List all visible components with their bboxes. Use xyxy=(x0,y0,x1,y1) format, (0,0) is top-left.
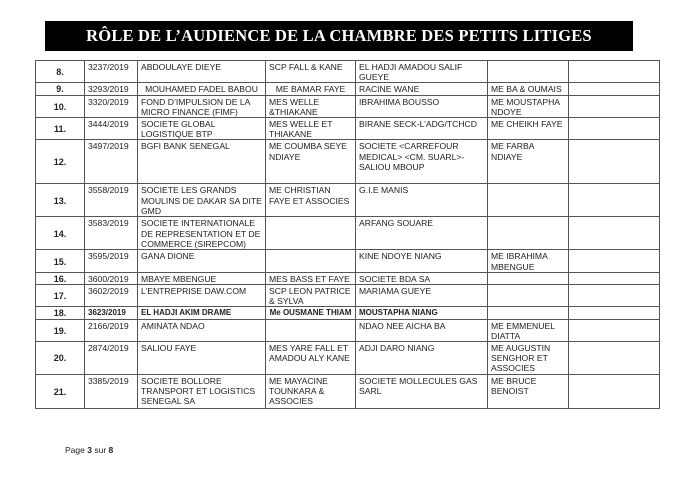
plaintiff-counsel-cell: MES WELLE &THIAKANE xyxy=(266,95,356,117)
case-number-cell: 3558/2019 xyxy=(85,184,138,217)
plaintiff-counsel-cell: MES WELLE ET THIAKANE xyxy=(266,118,356,140)
plaintiff-counsel-cell xyxy=(266,319,356,341)
plaintiff-cell: SOCIETE BOLLORE TRANSPORT ET LOGISTICS SENEGAL SA xyxy=(138,375,266,409)
plaintiff-cell: FOND D’IMPULSION DE LA MICRO FINANCE (FIMF) xyxy=(138,95,266,117)
defendant-cell: NDAO NEE AICHA BA xyxy=(356,319,488,341)
empty-cell xyxy=(569,118,660,140)
defendant-cell: MARIAMA GUEYE xyxy=(356,285,488,307)
table-row xyxy=(36,61,660,83)
case-number-cell: 3600/2019 xyxy=(85,272,138,284)
plaintiff-cell: BGFI BANK SENEGAL xyxy=(138,140,266,184)
empty-cell xyxy=(569,184,660,217)
empty-cell xyxy=(569,61,660,83)
plaintiff-counsel-cell xyxy=(266,250,356,272)
row-number-cell: 13. xyxy=(36,184,85,217)
defendant-cell: SOCIETE MOLLECULES GAS SARL xyxy=(356,375,488,409)
case-number-cell: 3237/2019 xyxy=(85,61,138,83)
defendant-counsel-cell: ME MOUSTAPHA NDOYE xyxy=(488,95,569,117)
defendant-cell: G.I.E MANIS xyxy=(356,184,488,217)
table-row xyxy=(36,307,660,319)
case-number-cell: 3583/2019 xyxy=(85,217,138,250)
plaintiff-counsel-cell: ME BAMAR FAYE xyxy=(266,83,356,95)
empty-cell xyxy=(569,95,660,117)
plaintiff-counsel-cell: MES BASS ET FAYE xyxy=(266,272,356,284)
row-number-cell: 14. xyxy=(36,217,85,250)
table-row xyxy=(36,83,660,95)
case-number-cell: 3444/2019 xyxy=(85,118,138,140)
case-number-cell: 3602/2019 xyxy=(85,285,138,307)
defendant-cell: RACINE WANE xyxy=(356,83,488,95)
row-number-cell: 15. xyxy=(36,250,85,272)
row-number-cell: 17. xyxy=(36,285,85,307)
table-row xyxy=(36,217,660,250)
case-number-cell: 3497/2019 xyxy=(85,140,138,184)
row-number-cell: 11. xyxy=(36,118,85,140)
table-row xyxy=(36,375,660,409)
defendant-cell: IBRAHIMA BOUSSO xyxy=(356,95,488,117)
page-title: RÔLE DE L’AUDIENCE DE LA CHAMBRE DES PETITS LITIGES xyxy=(45,21,633,51)
row-number-cell: 10. xyxy=(36,95,85,117)
defendant-counsel-cell: ME CHEIKH FAYE xyxy=(488,118,569,140)
empty-cell xyxy=(569,285,660,307)
plaintiff-cell: ABDOULAYE DIEYE xyxy=(138,61,266,83)
defendant-cell: ADJI DARO NIANG xyxy=(356,342,488,375)
plaintiff-counsel-cell: SCP LEON PATRICE & SYLVA xyxy=(266,285,356,307)
plaintiff-cell: L’ENTREPRISE DAW.COM xyxy=(138,285,266,307)
defendant-counsel-cell xyxy=(488,61,569,83)
plaintiff-cell: MOUHAMED FADEL BABOU xyxy=(138,83,266,95)
plaintiff-cell: GANA DIONE xyxy=(138,250,266,272)
defendant-cell: MOUSTAPHA NIANG xyxy=(356,307,488,319)
hearing-roll-table xyxy=(35,60,660,409)
page-label: Page xyxy=(65,445,85,455)
defendant-cell: EL HADJI AMADOU SALIF GUEYE xyxy=(356,61,488,83)
empty-cell xyxy=(569,217,660,250)
defendant-cell: ARFANG SOUARE xyxy=(356,217,488,250)
empty-cell xyxy=(569,307,660,319)
defendant-counsel-cell xyxy=(488,307,569,319)
defendant-counsel-cell: ME EMMENUEL DIATTA xyxy=(488,319,569,341)
row-number-cell: 16. xyxy=(36,272,85,284)
case-number-cell: 3385/2019 xyxy=(85,375,138,409)
table-row xyxy=(36,342,660,375)
page-number: 3 xyxy=(87,445,92,455)
plaintiff-cell: SALIOU FAYE xyxy=(138,342,266,375)
table-row xyxy=(36,272,660,284)
case-number-cell: 3623/2019 xyxy=(85,307,138,319)
row-number-cell: 21. xyxy=(36,375,85,409)
defendant-counsel-cell: ME BA & OUMAIS xyxy=(488,83,569,95)
table-row xyxy=(36,250,660,272)
row-number-cell: 9. xyxy=(36,83,85,95)
plaintiff-cell: SOCIETE GLOBAL LOGISTIQUE BTP xyxy=(138,118,266,140)
row-number-cell: 19. xyxy=(36,319,85,341)
plaintiff-counsel-cell: ME MAYACINE TOUNKARA & ASSOCIES xyxy=(266,375,356,409)
defendant-counsel-cell: ME BRUCE BENOIST xyxy=(488,375,569,409)
table-row xyxy=(36,285,660,307)
defendant-counsel-cell: ME FARBA NDIAYE xyxy=(488,140,569,184)
row-number-cell: 18. xyxy=(36,307,85,319)
row-number-cell: 8. xyxy=(36,61,85,83)
plaintiff-cell: AMINATA NDAO xyxy=(138,319,266,341)
table-row xyxy=(36,140,660,184)
plaintiff-counsel-cell: MES YARE FALL ET AMADOU ALY KANE xyxy=(266,342,356,375)
defendant-counsel-cell xyxy=(488,285,569,307)
empty-cell xyxy=(569,342,660,375)
empty-cell xyxy=(569,272,660,284)
table-body xyxy=(36,61,660,409)
page-footer xyxy=(65,445,113,455)
defendant-cell: BIRANE SECK-L’ADG/TCHCD xyxy=(356,118,488,140)
row-number-cell: 12. xyxy=(36,140,85,184)
empty-cell xyxy=(569,375,660,409)
defendant-cell: SOCIETE <CARREFOUR MEDICAL> <CM. SUARL>- SALIOU MBOUP xyxy=(356,140,488,184)
case-number-cell: 3320/2019 xyxy=(85,95,138,117)
defendant-counsel-cell xyxy=(488,184,569,217)
defendant-counsel-cell xyxy=(488,272,569,284)
defendant-cell: SOCIETE BDA SA xyxy=(356,272,488,284)
defendant-counsel-cell: ME AUGUSTIN SENGHOR ET ASSOCIES xyxy=(488,342,569,375)
plaintiff-counsel-cell: Me OUSMANE THIAM xyxy=(266,307,356,319)
empty-cell xyxy=(569,250,660,272)
table-row xyxy=(36,118,660,140)
case-number-cell: 3595/2019 xyxy=(85,250,138,272)
plaintiff-counsel-cell: ME COUMBA SEYE NDIAYE xyxy=(266,140,356,184)
case-number-cell: 2166/2019 xyxy=(85,319,138,341)
table-row xyxy=(36,184,660,217)
case-number-cell: 3293/2019 xyxy=(85,83,138,95)
empty-cell xyxy=(569,319,660,341)
empty-cell xyxy=(569,83,660,95)
empty-cell xyxy=(569,140,660,184)
plaintiff-cell: EL HADJI AKIM DRAME xyxy=(138,307,266,319)
plaintiff-counsel-cell: SCP FALL & KANE xyxy=(266,61,356,83)
page-of-label: sur xyxy=(94,445,107,455)
plaintiff-cell: SOCIETE LES GRANDS MOULINS DE DAKAR SA DITE GMD xyxy=(138,184,266,217)
defendant-counsel-cell xyxy=(488,217,569,250)
plaintiff-cell: SOCIETE INTERNATIONALE DE REPRESENTATION ET DE COMMERCE (SIREPCOM) xyxy=(138,217,266,250)
page-total: 8 xyxy=(108,445,114,455)
plaintiff-counsel-cell xyxy=(266,217,356,250)
plaintiff-cell: MBAYE MBENGUE xyxy=(138,272,266,284)
defendant-counsel-cell: ME IBRAHIMA MBENGUE xyxy=(488,250,569,272)
table-row xyxy=(36,95,660,117)
case-number-cell: 2874/2019 xyxy=(85,342,138,375)
plaintiff-counsel-cell: ME CHRISTIAN FAYE ET ASSOCIES xyxy=(266,184,356,217)
defendant-cell: KINE NDOYE NIANG xyxy=(356,250,488,272)
row-number-cell: 20. xyxy=(36,342,85,375)
table-row xyxy=(36,319,660,341)
